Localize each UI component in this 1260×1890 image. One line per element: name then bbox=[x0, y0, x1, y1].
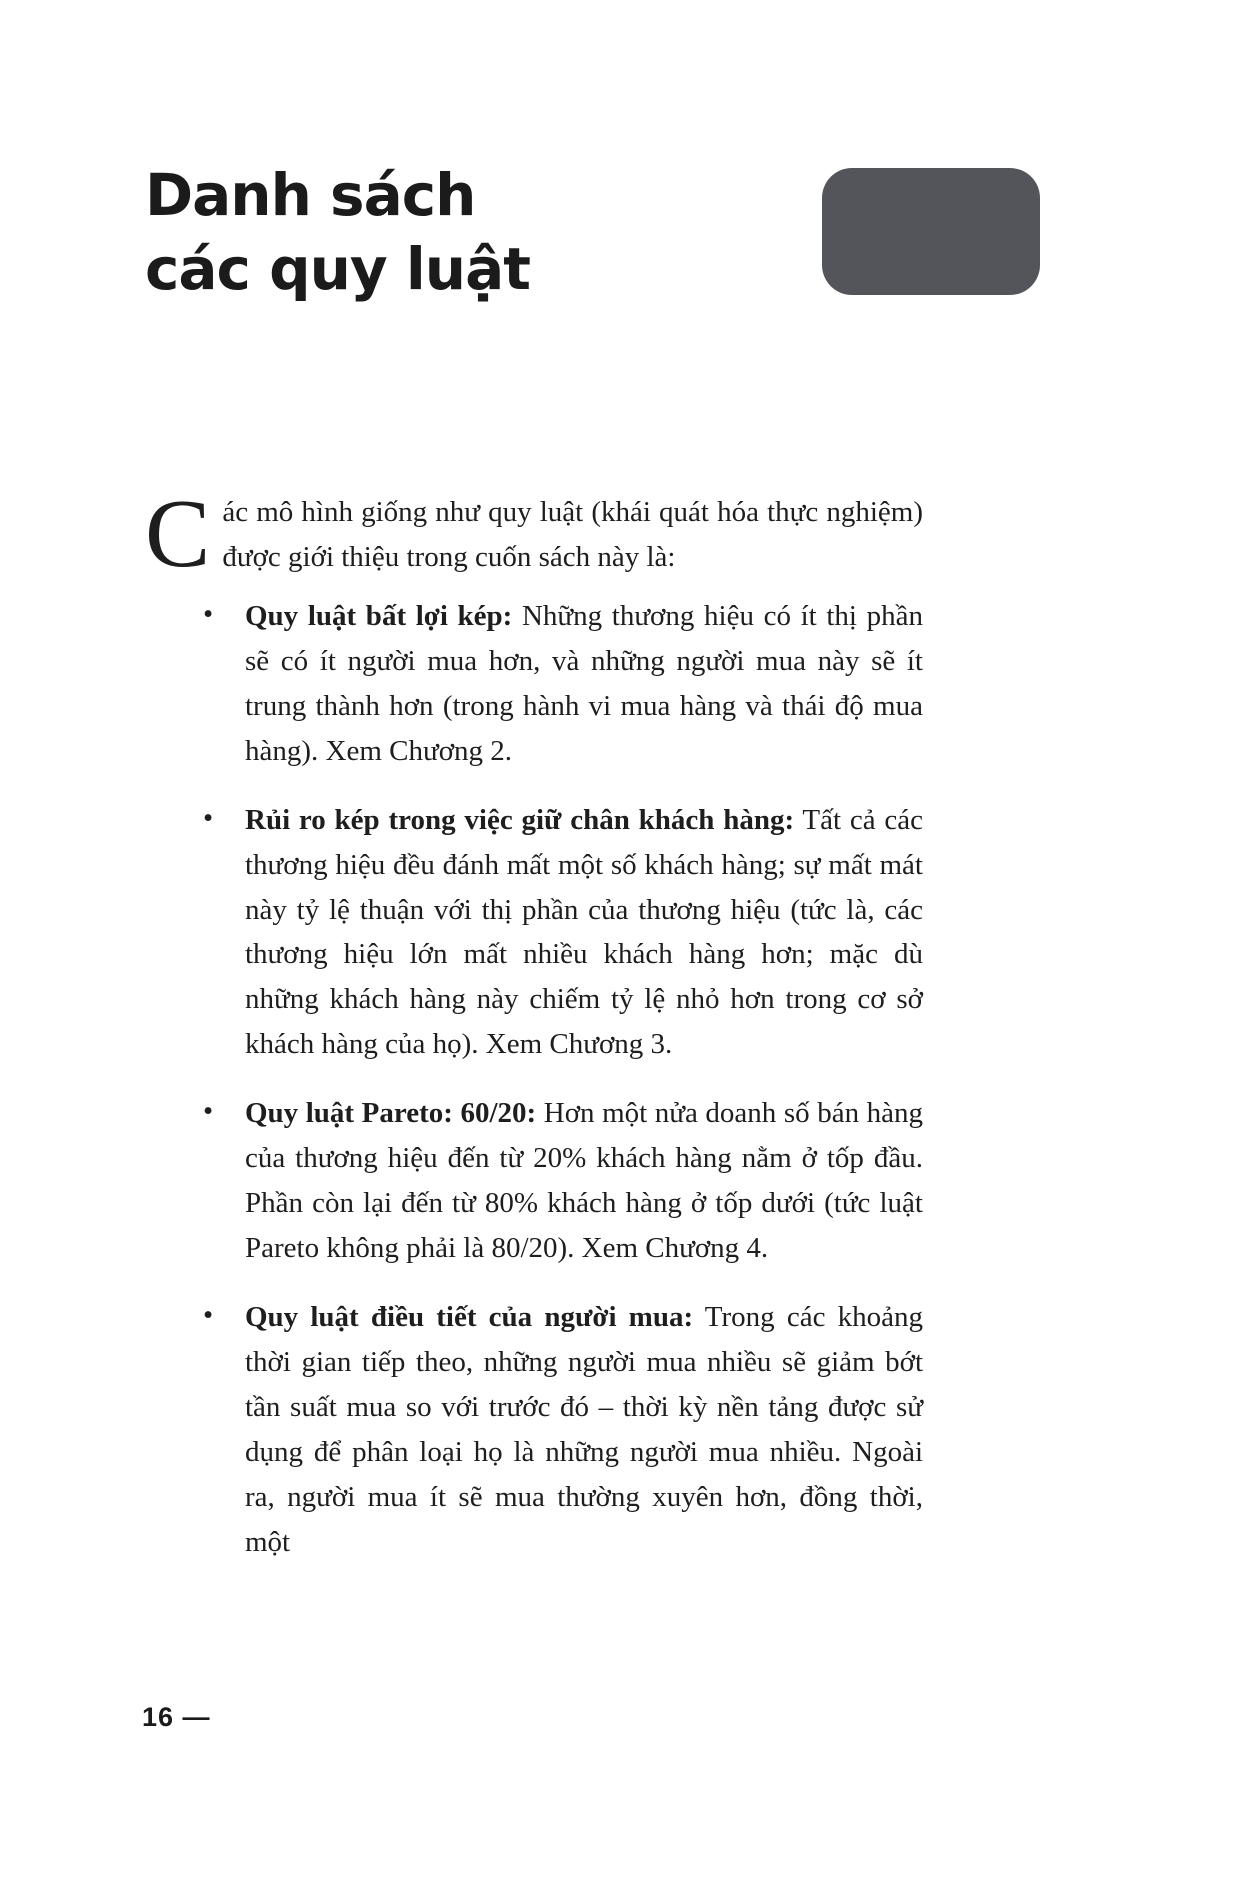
chapter-corner-tab bbox=[822, 168, 1040, 295]
law-lead: Quy luật bất lợi kép: bbox=[245, 599, 513, 632]
page-title-line1: Danh sách bbox=[145, 161, 476, 229]
intro-paragraph bbox=[145, 480, 923, 588]
page-title-line2: các quy luật bbox=[145, 235, 530, 304]
page-content bbox=[145, 480, 923, 1565]
law-lead: Rủi ro kép trong việc giữ chân khách hàng: bbox=[245, 803, 795, 836]
intro-text: ác mô hình giống như quy luật (khái quát hóa thực nghiệm) được giới thiệu trong cuốn sách này là: bbox=[222, 496, 923, 573]
law-body: Những thương hiệu có ít thị phần sẽ có ít người mua hơn, và những người mua này sẽ ít trung thành hơn (trong hành vi mua hàng và thái độ mua hàng). Xem Chương 2. bbox=[245, 599, 923, 767]
list-item bbox=[145, 1091, 923, 1271]
bullet-icon: • bbox=[203, 1095, 214, 1128]
drop-cap: C bbox=[145, 480, 211, 588]
law-lead: Quy luật Pareto: 60/20: bbox=[245, 1097, 537, 1130]
law-body: Tất cả các thương hiệu đều đánh mất một số khách hàng; sự mất mát này tỷ lệ thuận với thị phần của thương hiệu (tức là, các thương hiệu lớn mất nhiều khách hàng hơn; mặc dù những khách hàng này chiếm tỷ lệ nhỏ hơn trong cơ sở khách hàng của họ). Xem Chương 3. bbox=[245, 803, 923, 1061]
law-lead: Quy luật điều tiết của người mua: bbox=[245, 1301, 694, 1333]
bullet-icon: • bbox=[203, 801, 214, 834]
list-item bbox=[145, 798, 923, 1068]
list-item bbox=[145, 1295, 923, 1565]
list-item bbox=[145, 594, 923, 774]
bullet-icon: • bbox=[203, 1299, 214, 1331]
laws-list bbox=[145, 594, 923, 1565]
page-number: 16 — bbox=[142, 1702, 211, 1732]
law-body: Hơn một nửa doanh số bán hàng của thương hiệu đến từ 20% khách hàng nằm ở tốp đầu. Phần còn lại đến từ 80% khách hàng ở tốp dưới (tức luật Pareto không phải là 80/20). Xem Chương 4. bbox=[245, 1097, 923, 1265]
law-body: Trong các khoảng thời gian tiếp theo, những người mua nhiều sẽ giảm bớt tần suất mua so với trước đó – thời kỳ nền tảng được sử dụng để phân loại họ là những người mua nhiều. Ngoài ra, người mua ít sẽ mua thường xuyên hơn, đồng thời, một bbox=[245, 1301, 923, 1558]
bullet-icon: • bbox=[203, 597, 214, 630]
page-title bbox=[145, 158, 530, 306]
